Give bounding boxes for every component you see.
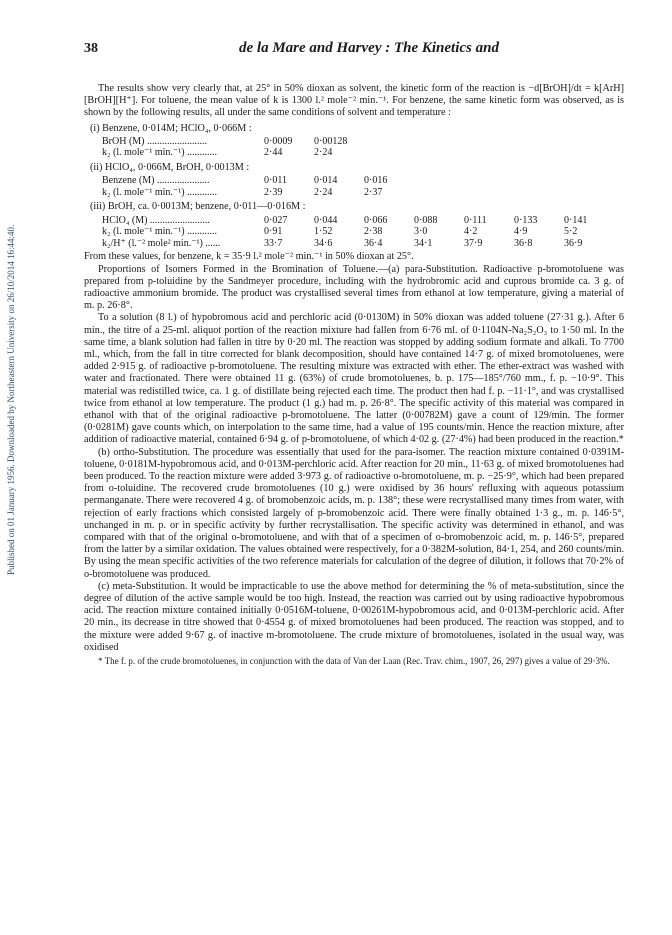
- table-row: [102, 136, 364, 148]
- table-cell: 5·2: [564, 226, 578, 238]
- table-cell: 0·111: [464, 214, 487, 226]
- table-cell: 0·00128: [314, 135, 348, 147]
- table-cell: 2·44: [264, 147, 283, 159]
- table-cell: 2·38: [364, 226, 383, 238]
- table-condition: (i) Benzene, 0·014M; HClO₄, 0·066M :: [90, 122, 252, 134]
- table-cell: 33·7: [264, 237, 283, 249]
- paragraph-meta-intro: (c) meta-Substitution. It would be impracticable to use the above method for determining the % of meta-substitution, since the degree of dilution of the active sample would be too high. Instead, the reaction was carried out by using radioactive hypobromous acid. The reaction mixture contained initially 0·0516M-toluene, 0·00261M-hypobromous acid, and 0·013M-perchloric acid. After 20 min., its decrease in titre showed that 0·4554 g. of mixed bromotoluenes had been produced. The reaction was stopped, and to the mixture were added 9·67 g. of inactive m-bromotoluene. The crude mixture of bromotoluenes, isolated in the usual way, was oxidised: [84, 580, 624, 653]
- table-cell: 2·24: [314, 147, 333, 159]
- table-cell: 0·011: [264, 175, 287, 187]
- table-cell: 0·066: [364, 214, 388, 226]
- table-cell: 0·0009: [264, 135, 293, 147]
- table-row: [102, 175, 414, 187]
- table-cell: 36·9: [564, 237, 583, 249]
- table-cell: 34·1: [414, 237, 433, 249]
- table-cell: 34·6: [314, 237, 333, 249]
- table-cell: 36·4: [364, 237, 383, 249]
- row-label: Benzene (M) .....................: [102, 175, 210, 187]
- row-label: k₂ (l. mole⁻¹ min.⁻¹) ............: [102, 186, 218, 198]
- table-row: [102, 215, 614, 227]
- table-cell: 0·141: [564, 214, 588, 226]
- data-table: [102, 136, 364, 159]
- data-table: [102, 175, 414, 198]
- table-cell: 0·088: [414, 214, 438, 226]
- table-cell: 2·24: [314, 186, 333, 198]
- table-cell: 3·0: [414, 226, 428, 238]
- paragraph-proportions: Proportions of Isomers Formed in the Bromination of Toluene.—(a) para-Substitution. Radioactive p-bromotoluene was prepared from p-toluidine by the Sandmeyer procedure, including with the hydrobromic acid and cuprous bromide ca. 3 g. of radioactive ammonium bromide. The product was crystallised several times from ethanol at low temperature, giving a material of m. p. 26·8°.: [84, 263, 624, 312]
- paragraph-ortho: (b) ortho-Substitution. The procedure was essentially that used for the para-isomer. The reaction mixture contained 0·0391M-toluene, 0·0181M-hypobromous acid, and 0·013M-perchloric acid. After reaction for 20 min., 11·63 g. of mixed bromotoluenes had been produced. To the reaction mixture were added 3·973 g. of radioactive o-bromotoluene, m. p. −25·9°, which had been prepared from o-toluidine. The recovered crude bromotoluenes (10 g.) were oxidised by 36 hours' refluxing with aqueous potassium permanganate. There were recovered 4 g. of bromobenzoic acids, m. p. 138°; these were recrystallised many times from water, with rejection of early fractions which consisted largely of p-bromobenzoic acid. There were finally obtained 1·3 g., m. p. 146·5°, unchanged in m. p. or in specific activity by further recrystallisation. The specific activity was determined in ethanol, and was compared with that of the original o-bromotoluene, and with that of a specimen of o-bromobenzoic acid, m. p. 146·5°, prepared from the latter by a similar oxidation. The values obtained were respectively, for a 0·382M-solution, 84·1, 254, and 260 counts/min. By using the mean specific activities of the two reference materials for calculation of the degree of dilution, it follows that 70·2% of o-bromotoluene was produced.: [84, 446, 624, 580]
- table-cell: 4·9: [514, 226, 528, 238]
- running-title: de la Mare and Harvey : The Kinetics and: [239, 40, 499, 56]
- table-condition: (ii) HClO₄, 0·066M, BrOH, 0·0013M :: [90, 162, 250, 173]
- footnote: * The f. p. of the crude bromotoluenes, in conjunction with the data of Van der Laan (Rec. Trav. chim., 1907, 26, 297) gives a value of 29·3%.: [98, 656, 610, 667]
- row-label: BrOH (M) ........................: [102, 135, 207, 147]
- intro-paragraph: The results show very clearly that, at 25° in 50% dioxan as solvent, the kinetic form of the reaction is −d[BrOH]/dt = k[ArH][BrOH][H⁺]. For toluene, the mean value of k is 1300 l.² mole⁻² min.⁻¹. For benzene, the same kinetic form was observed, as is shown by the following results, all under the same conditions of solvent and temperature :: [84, 83, 624, 119]
- meta-heading: (c) meta-Substitution.: [98, 580, 191, 592]
- paragraph-after-tables: From these values, for benzene, k = 35·9 l.² mole⁻² min.⁻¹ in 50% dioxan at 25°.: [84, 251, 414, 263]
- row-label: HClO₄ (M) ........................: [102, 214, 210, 226]
- data-table: [102, 215, 614, 250]
- page-number: 38: [84, 41, 98, 56]
- table-cell: 36·8: [514, 237, 533, 249]
- row-label: k₂ (l. mole⁻¹ min.⁻¹) ............: [102, 226, 218, 238]
- page-header: [84, 40, 624, 57]
- table-row: [102, 147, 364, 159]
- kinetics-tables: [84, 123, 624, 250]
- table-cell: 0·133: [514, 214, 538, 226]
- page: [84, 40, 624, 667]
- table-cell: 0·027: [264, 214, 288, 226]
- table-cell: 2·37: [364, 186, 383, 198]
- paragraph-para-procedure: To a solution (8 l.) of hypobromous acid and perchloric acid (0·0130M) in 50% dioxan was added toluene (27·31 g.). After 6 min., the titre of a 25-ml. aliquot portion of the reaction mixture had fallen from 6·76 ml. of 0·1104N-Na₂S₂O₃ to 1·50 ml. In the same time, a blank solution had fallen in titre by 0·20 ml. The reaction was stopped by adding sodium formate and alkali. To 7700 ml., which, from the fall in titre corrected for blank decomposition, should have contained 14·7 g. of mixed bromotoluenes, were added 2·915 g. of radioactive p-bromotoluene. The resulting mixture was extracted with ether. The ether-extract was washed with water and fractionated. There were obtained 11 g. (63%) of crude bromotoluenes, b. p. 175—185°/760 mm., f. p. −10·9°. This material was redistilled twice, ca. 1 g. of distillate being rejected each time. The product then had f. p. −11·1°, and was crystallised twice from ethanol at low temperature. The product (1 g.) had m. p. 26·8°. The specific activity of this material was compared in ethanol with that of the original radioactive p-bromotoluene. The latter (0·00782M) gave a count of 129/min. The former (0·0281M) gave counts which, on interpolation to the same time, had a value of 195 counts/min. Hence the reaction mixture, after addition of radioactive material, contained 6·94 g. of p-bromotoluene, of which 4·02 g. (27·4%) had been produced in the reaction.*: [84, 312, 624, 446]
- table-condition: (iii) BrOH, ca. 0·0013M; benzene, 0·011—0·016M :: [90, 201, 306, 213]
- table-row: [102, 238, 614, 250]
- table-cell: 1·52: [314, 226, 333, 238]
- table-cell: 0·91: [264, 226, 283, 238]
- table-cell: 0·014: [314, 175, 338, 187]
- body-paragraphs: [84, 251, 624, 667]
- table-cell: 37·9: [464, 237, 483, 249]
- table-row: [102, 187, 414, 199]
- table-cell: 4·2: [464, 226, 478, 238]
- table-cell: 2·39: [264, 186, 283, 198]
- download-watermark: Published on 01 January 1956. Downloaded by Northeastern University on 26/10/2014 16:44:40.: [6, 224, 16, 576]
- table-cell: 0·044: [314, 214, 338, 226]
- table-cell: 0·016: [364, 175, 388, 187]
- row-label: k₂ (l. mole⁻¹ min.⁻¹) ............: [102, 147, 218, 159]
- row-label: k₂/H⁺ (l.⁻² mole² min.⁻¹) ......: [102, 237, 221, 249]
- table-row: [102, 226, 614, 238]
